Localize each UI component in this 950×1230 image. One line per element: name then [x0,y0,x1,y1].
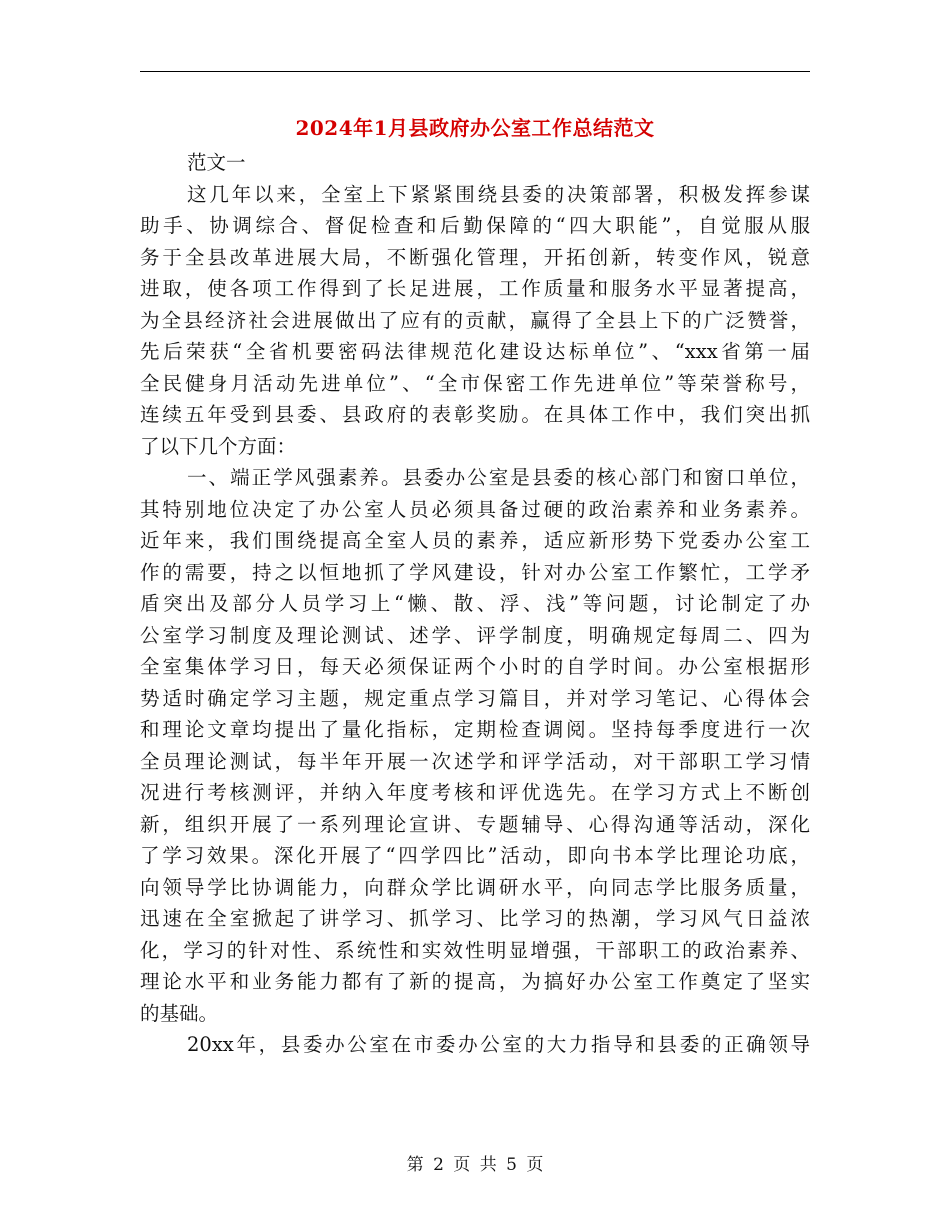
text-line: 况进行考核测评，并纳入年度考核和评优选先。在学习方式上不断创 [140,781,810,804]
text-line: 连续五年受到县委、县政府的表彰奖励。在具体工作中，我们突出抓 [140,403,810,426]
text-line: 作的需要，持之以恒地抓了学风建设，针对办公室工作繁忙，工学矛 [140,560,810,584]
document-body [140,147,810,1061]
text-line: 了学习效果。深化开展了“四学四比”活动，即向书本学比理论功底， [140,844,810,867]
text-line: 进取，使各项工作得到了长足进展，工作质量和服务水平显著提高， [140,277,810,300]
text-line: 一、端正学风强素养。县委办公室是县委的核心部门和窗口单位， [187,466,810,489]
text-line: 先后荣获“全省机要密码法律规范化建设达标单位”、“xxx省第一届 [140,340,810,363]
text-line: 全员理论测试，每半年开展一次述学和评学活动，对干部职工学习情 [140,749,810,773]
text-line: 的基础。 [140,1001,219,1025]
text-line: 了以下几个方面： [140,434,297,458]
text-line: 其特别地位决定了办公室人员必须具备过硬的政治素养和业务素养。 [140,497,810,521]
text-line: 化，学习的针对性、系统性和实效性明显增强，干部职工的政治素养、 [140,938,810,962]
text-line: 迅速在全室掀起了讲学习、抓学习、比学习的热潮，学习风气日益浓 [140,907,810,930]
text-line: 助手、协调综合、督促检查和后勤保障的“四大职能”，自觉服从服 [140,214,810,237]
text-line: 势适时确定学习主题，规定重点学习篇目，并对学习笔记、心得体会 [140,686,810,710]
text-line: 公室学习制度及理论测试、述学、评学制度，明确规定每周二、四为 [140,623,810,647]
text-line: 向领导学比协调能力，向群众学比调研水平，向同志学比服务质量， [140,875,810,899]
text-line: 这几年以来，全室上下紧紧围绕县委的决策部署，积极发挥参谋 [187,182,810,206]
header-rule [140,71,810,72]
text-line: 近年来，我们围绕提高全室人员的素养，适应新形势下党委办公室工 [140,529,810,552]
text-line: 理论水平和业务能力都有了新的提高，为搞好办公室工作奠定了坚实 [140,970,810,993]
text-line: 20xx年，县委办公室在市委办公室的大力指导和县委的正确领导 [187,1033,810,1056]
text-line: 新，组织开展了一系列理论宣讲、专题辅导、心得沟通等活动，深化 [140,812,810,836]
text-line: 全室集体学习日，每天必须保证两个小时的自学时间。办公室根据形 [140,655,810,678]
page-number-footer: 第 2 页 共 5 页 [406,1155,544,1175]
text-line: 全民健身月活动先进单位”、“全市保密工作先进单位”等荣誉称号， [140,371,810,395]
text-line: 为全县经济社会进展做出了应有的贡献，赢得了全县上下的广泛赞誉， [140,308,810,332]
text-line: 盾突出及部分人员学习上“懒、散、浮、浅”等问题，讨论制定了办 [140,592,810,615]
text-line: 和理论文章均提出了量化指标，定期检查调阅。坚持每季度进行一次 [140,718,810,741]
text-line: 范文一 [187,151,246,174]
document-title: 2024年1月县政府办公室工作总结范文 [295,116,655,140]
text-line: 务于全县改革进展大局，不断强化管理，开拓创新，转变作风，锐意 [140,245,810,269]
